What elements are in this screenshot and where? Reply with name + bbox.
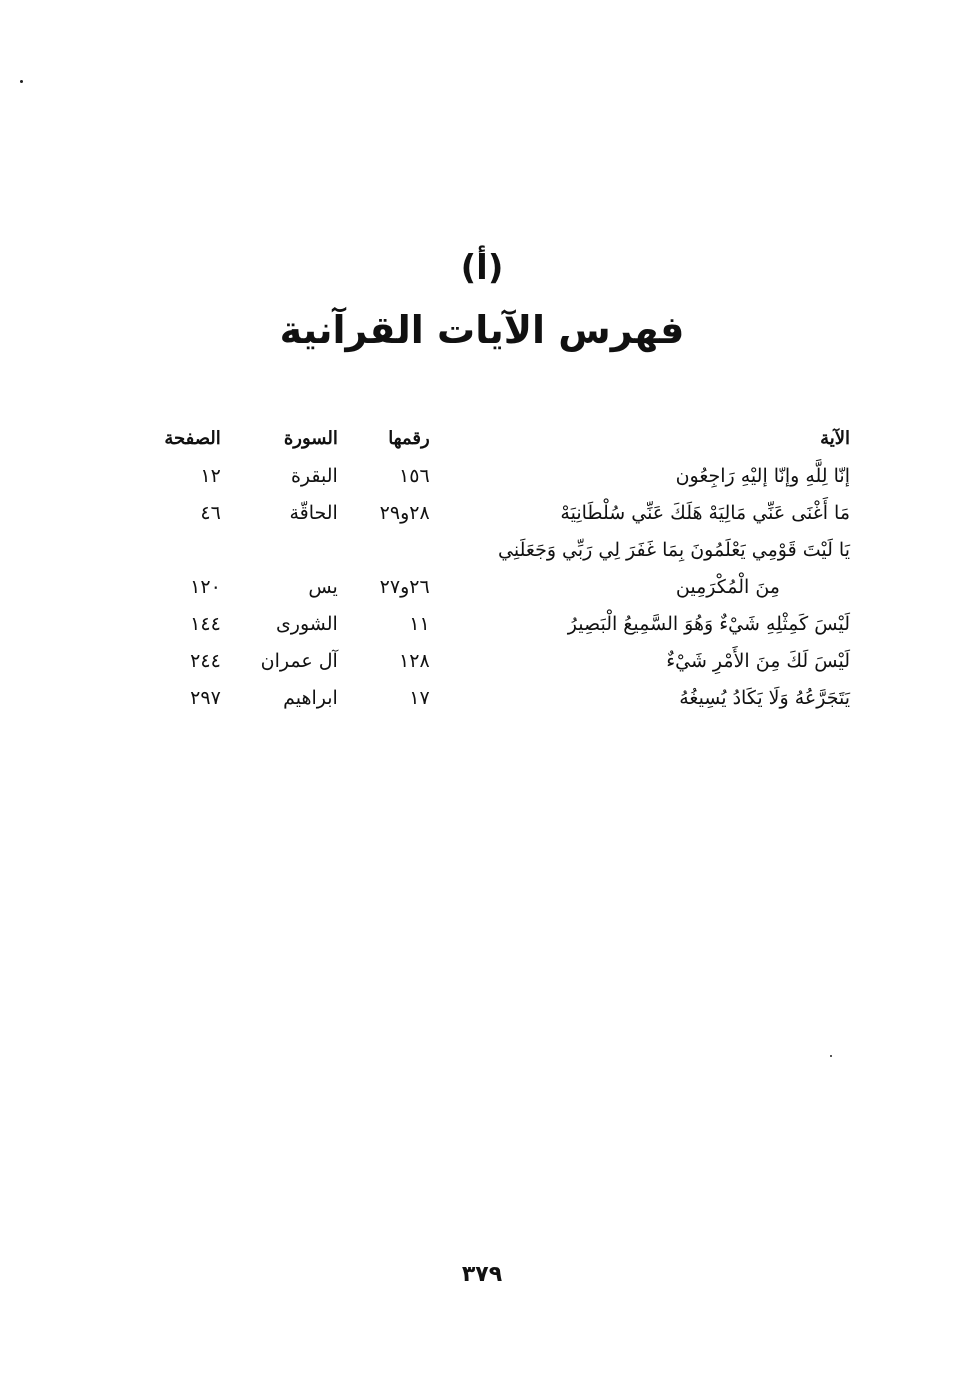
column-header-page: الصفحة (164, 428, 221, 449)
page-cell: ٤٦ (200, 501, 221, 524)
surah-cell: البقرة (290, 464, 338, 487)
column-header-verse: الآية (820, 428, 850, 449)
verse-number-cell: ١١ (409, 612, 430, 635)
table-row (120, 494, 850, 531)
surah-cell: الحاقّة (289, 501, 338, 524)
verse-cell: مَا أَغْنَى عَنِّي مَالِيَهْ هَلَكَ عَنِّي سُلْطَانِيَهْ (560, 501, 850, 524)
verse-cell: إنّا لِلَّهِ وإنّا إليْهِ رَاجِعُون (675, 464, 850, 487)
surah-cell: ابراهيم (283, 686, 338, 709)
page-cell: ١٢ (200, 464, 221, 487)
surah-cell: آل عمران (260, 649, 338, 672)
page-cell: ١٢٠ (190, 575, 221, 598)
verse-cell: لَيْسَ كَمِثْلِهِ شَيْءٌ وَهُوَ السَّمِيعُ الْبَصِيرُ (567, 612, 850, 635)
verse-cell: يَا لَيْتَ قَوْمِي يَعْلَمُونَ بِمَا غَفَرَ لِي رَبِّي وَجَعَلَنِي (498, 538, 850, 561)
table-row (120, 642, 850, 679)
verse-cell: يَتَجَرَّعُهُ وَلَا يَكَادُ يُسِيغُهُ (679, 686, 850, 709)
scan-speck (20, 80, 23, 83)
table-row (120, 457, 850, 494)
page-number: ٣٧٩ (461, 1262, 503, 1287)
table-row (120, 568, 850, 605)
column-header-surah: السورة (283, 428, 338, 449)
scan-speck (830, 1055, 832, 1057)
page-cell: ٢٩٧ (190, 686, 221, 709)
surah-cell (231, 531, 338, 568)
section-number: (أ) (460, 248, 504, 288)
verse-cell: لَيْسَ لَكَ مِنَ الأَمْرِ شَيْءٌ (666, 649, 850, 672)
column-header-number: رقمها (388, 428, 430, 449)
surah-cell: يس (308, 575, 338, 598)
table-row (120, 679, 850, 716)
page-cell: ١٤٤ (190, 612, 221, 635)
verse-number-cell: ٢٨و٢٩ (379, 501, 430, 524)
table-header-row (120, 420, 850, 457)
page-cell (120, 531, 231, 568)
surah-cell: الشورى (275, 612, 338, 635)
verse-number-cell (338, 531, 430, 568)
verse-cell: مِنَ الْمُكْرَمِين (675, 575, 780, 598)
table-row (120, 605, 850, 642)
quran-verses-index-table (120, 420, 850, 716)
verse-number-cell: ١٧ (409, 686, 430, 709)
table-row (120, 531, 850, 568)
verse-number-cell: ١٢٨ (399, 649, 430, 672)
page-cell: ٢٤٤ (190, 649, 221, 672)
page-title: فهرس الآيات القرآنية (279, 308, 685, 352)
verse-number-cell: ١٥٦ (399, 464, 430, 487)
verse-number-cell: ٢٦و٢٧ (379, 575, 430, 598)
